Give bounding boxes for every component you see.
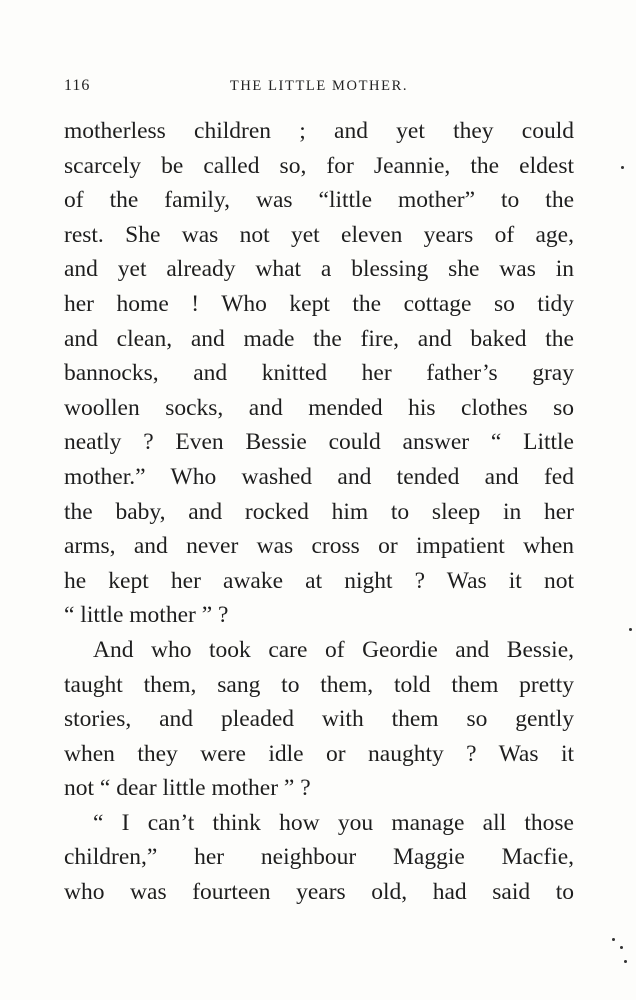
text-line: not “ dear little mother ” ? <box>64 775 311 802</box>
page-header <box>64 77 574 101</box>
text-line: neatly ? Even Bessie could answer “ Little <box>64 429 574 456</box>
text-line: motherless children ; and yet they could <box>64 118 574 144</box>
text-line: and yet already what a blessing she was in <box>64 256 574 283</box>
text-line: her home ! Who kept the cottage so tidy <box>64 290 574 317</box>
text-line: stories, and pleaded with them so gently <box>64 706 574 733</box>
text-line: bannocks, and knitted her father’s gray <box>64 360 574 387</box>
print-speck <box>620 946 623 949</box>
paragraph-3 <box>64 806 574 910</box>
paragraph-1 <box>64 114 574 633</box>
text-line: the baby, and rocked him to sleep in her <box>64 498 574 525</box>
text-line: who was fourteen years old, had said to <box>64 879 574 906</box>
text-line: children,” her neighbour Maggie Macfie, <box>64 844 574 871</box>
print-speck <box>624 960 627 963</box>
running-title: THE LITTLE MOTHER. <box>229 78 409 94</box>
print-speck <box>629 628 632 631</box>
text-line: and clean, and made the fire, and baked the <box>64 325 574 352</box>
text-line: rest. She was not yet eleven years of age, <box>64 221 574 248</box>
text-line: scarcely be called so, for Jeannie, the eldest <box>64 152 574 179</box>
text-line: he kept her awake at night ? Was it not <box>64 567 574 594</box>
print-speck <box>621 166 624 169</box>
text-line: woollen socks, and mended his clothes so <box>64 394 574 421</box>
text-line: mother.” Who washed and tended and fed <box>64 463 574 490</box>
text-line: “ little mother ” ? <box>64 602 229 629</box>
text-line: “ I can’t think how you manage all those <box>93 809 574 836</box>
text-line: And who took care of Geordie and Bessie, <box>93 636 574 663</box>
page-body <box>64 114 574 910</box>
text-line: when they were idle or naughty ? Was it <box>64 740 574 767</box>
text-line: arms, and never was cross or impatient when <box>64 533 574 560</box>
print-speck <box>612 938 615 941</box>
paragraph-2 <box>64 633 574 806</box>
text-line: of the family, was “little mother” to the <box>64 187 574 214</box>
page-number: 116 <box>64 77 91 94</box>
text-line: taught them, sang to them, told them pretty <box>64 671 574 698</box>
